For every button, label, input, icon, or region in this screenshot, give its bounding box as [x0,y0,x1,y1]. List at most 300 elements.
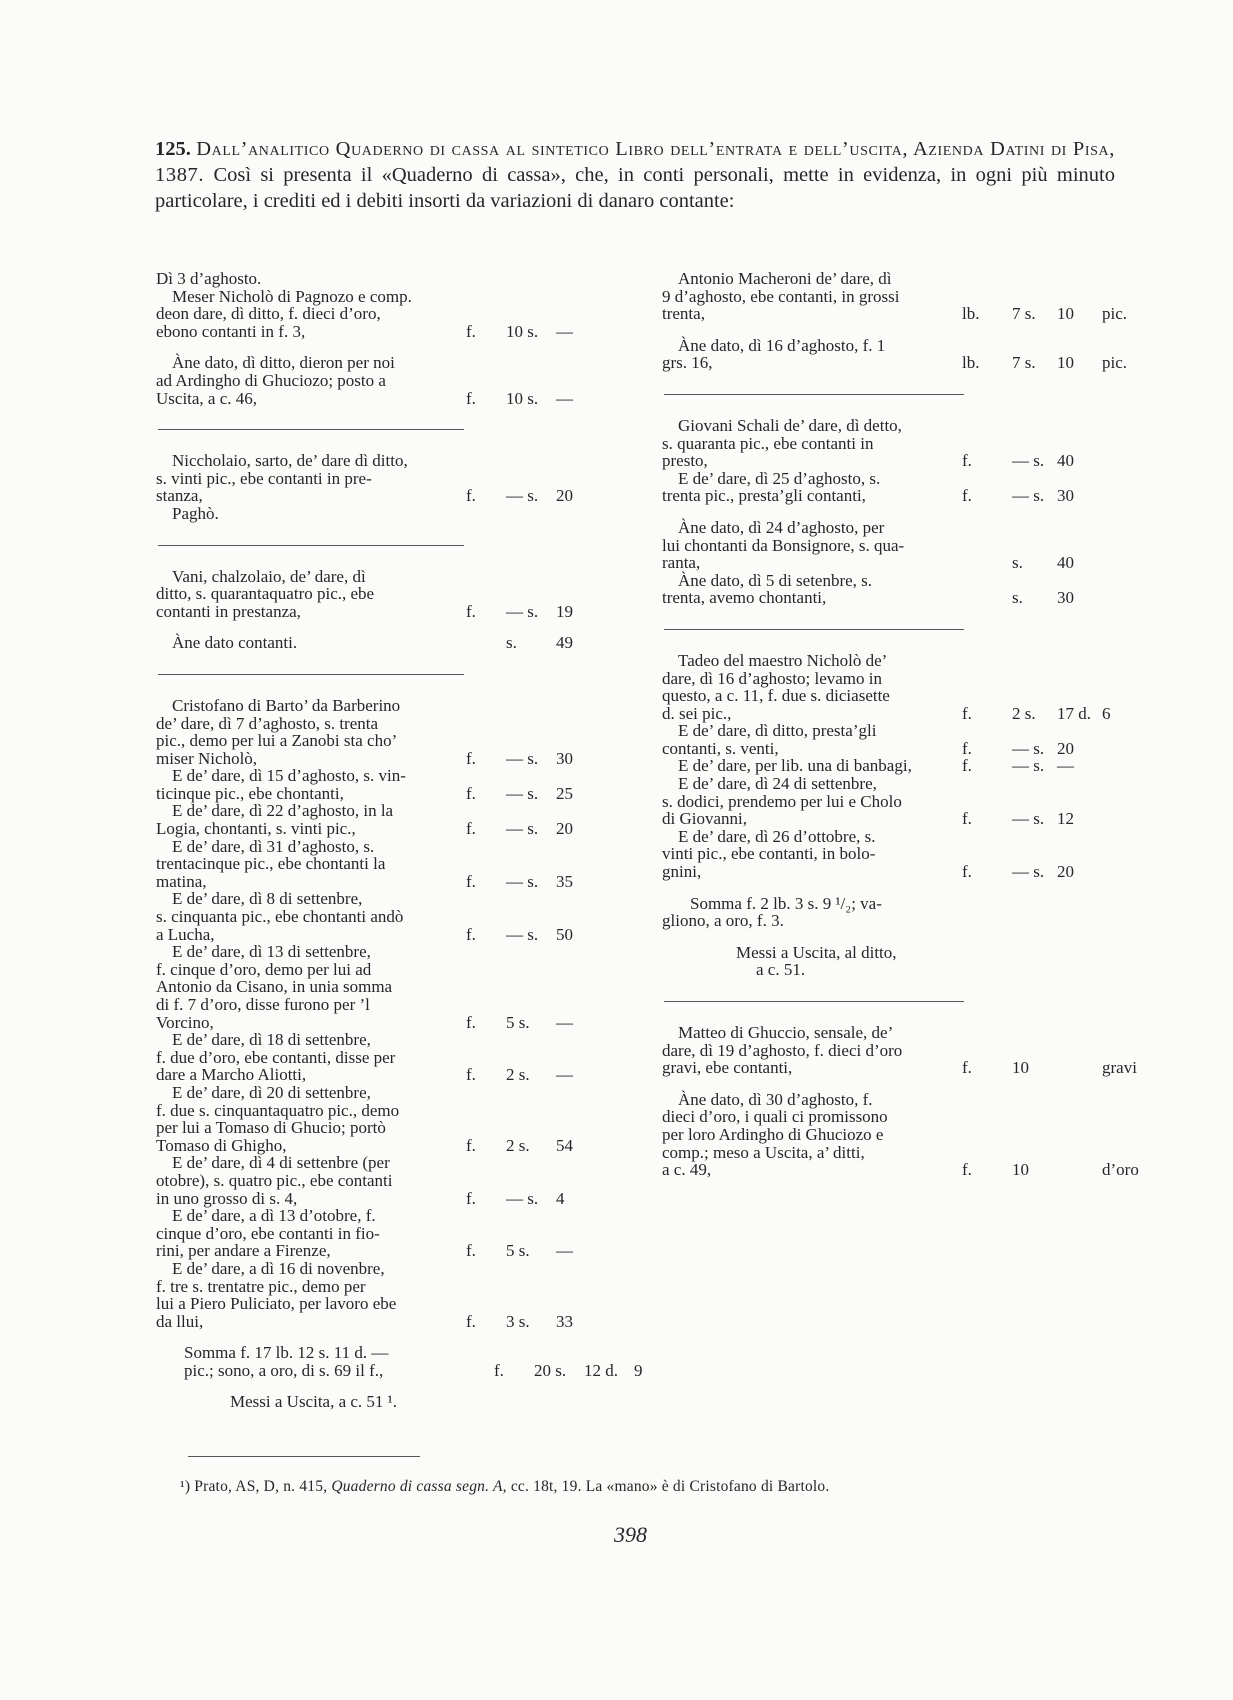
ledger-line [156,1190,676,1208]
line-text: ebono contanti in f. 3, [156,321,306,341]
footnote-text-b: cc. 18t, 19. La «mano» è di Cristofano di Bartolo. [510,1478,830,1495]
ledger-line [156,288,676,306]
entry-matteo-credit [662,1091,1182,1179]
ledger-line [156,634,676,652]
amount-a2: — s. [1012,756,1045,776]
amount-a1: f. [962,451,972,471]
amount-a2 [506,961,556,979]
amount-a2: — s. [1012,486,1045,506]
footnote-rule [188,1456,420,1457]
amount-a3 [556,838,606,856]
amount-a1: lb. [962,353,980,373]
amount-a4 [1102,828,1142,846]
line-text: Vani, chalzolaio, de’ dare, dì [172,566,366,586]
amount-a1 [962,435,1012,453]
amount-a2 [506,1031,556,1049]
amount-a3 [1057,572,1102,590]
amount-a3 [556,697,606,715]
amount-a1 [466,1154,506,1172]
amount-a1 [466,978,506,996]
amount-a3 [556,354,606,372]
amount-a2 [506,1084,556,1102]
amount-a2: 10 s. [506,321,539,341]
amount-a2 [506,715,556,733]
ledger-line [156,926,676,944]
amount-a2 [506,1295,556,1313]
line-text: ad Ardingho di Ghuciozo; posto a [156,370,386,390]
line-text: lui a Piero Puliciato, per lavoro ebe [156,1294,397,1314]
ledger-line [662,687,1142,705]
amount-a3 [1057,793,1102,811]
line-text: E de’ dare, dì 20 di settenbre, [172,1082,371,1102]
entry-antonio-macheroni-credit [662,337,1182,372]
amount-a1 [962,775,1012,793]
ledger-line [156,978,676,996]
line-text: s. dodici, prendemo per lui e Cholo [662,791,902,811]
entry-tadeo-messi-2: a c. 51. [756,960,806,980]
left-column [156,270,676,1411]
ledger-line [662,1042,1142,1060]
amount-a2: — s. [506,1188,539,1208]
line-text: Niccholaio, sarto, de’ dare dì ditto, [172,451,408,471]
entry-giovani-schali [662,417,1182,505]
line-text: a c. 49, [662,1160,712,1180]
ledger-line [156,1362,704,1380]
line-text: f. due s. cinquantaquatro pic., demo [156,1100,400,1120]
amount-a4 [1102,337,1142,355]
amount-a3 [556,1172,606,1190]
line-text: E de’ dare, dì 15 d’aghosto, s. vin- [172,766,406,786]
amount-a1 [962,845,1012,863]
amount-a3 [556,372,606,390]
amount-a3: — [556,388,573,408]
amount-a3 [556,1031,606,1049]
amount-a4 [1102,537,1142,555]
ledger-line [156,873,676,891]
amount-a2 [1012,1108,1057,1126]
ledger-line [156,715,676,733]
amount-a1 [466,1102,506,1120]
amount-a4: 9 [634,1360,643,1380]
entry-meser-nicholo-credit [156,354,676,407]
amount-a1 [466,305,506,323]
ledger-line [662,354,1142,372]
ledger-line [156,354,676,372]
amount-a4 [1102,810,1142,828]
amount-a2: — s. [506,486,539,506]
amount-a1 [466,1295,506,1313]
amount-a3 [1057,417,1102,435]
amount-a2: 10 [1012,1160,1029,1180]
amount-a3: 50 [556,924,573,944]
ledger-line [662,828,1142,846]
amount-a4 [606,1260,676,1278]
entry-tadeo-messi-1: Messi a Uscita, al ditto, [736,942,897,962]
ledger-line [662,452,1142,470]
amount-a1: f. [466,1135,476,1155]
ledger-line [156,961,676,979]
amount-a3 [1057,845,1102,863]
amount-a2 [1012,435,1057,453]
line-text: E de’ dare, dì ditto, presta’gli [678,721,877,741]
ledger-line [156,767,676,785]
amount-a1 [962,337,1012,355]
amount-a3 [556,452,606,470]
amount-a2 [1040,895,1085,913]
line-text: trenta, [662,304,705,324]
line-text: Àne dato, dì 5 di setenbre, s. [678,570,873,590]
amount-a3 [556,961,606,979]
amount-a2: 7 s. [1012,304,1036,324]
amount-a2 [506,943,556,961]
amount-a4 [606,1242,676,1260]
amount-a4 [1102,1126,1142,1144]
line-text: Cristofano di Barto’ da Barberino [172,695,401,715]
amount-a1 [466,1049,506,1067]
ledger-line [156,487,676,505]
amount-a1: f. [466,748,476,768]
amount-a3: 40 [1057,451,1074,471]
amount-a4 [606,1190,676,1208]
amount-a2: s. [1012,588,1023,608]
ledger-line [662,810,1142,828]
entry-niccholaio [156,452,676,522]
line-text: E de’ dare, dì 8 di settenbre, [172,889,363,909]
amount-a1 [466,908,506,926]
amount-a1 [990,895,1040,913]
line-text: da llui, [156,1311,204,1331]
ledger-line [662,793,1142,811]
amount-a3 [556,802,606,820]
amount-a4 [1102,775,1142,793]
ledger-line [662,537,1142,555]
amount-a2 [1012,912,1057,930]
ledger-line [156,323,676,341]
amount-a4: d’oro [1102,1160,1139,1180]
amount-a2: 3 s. [506,1311,530,1331]
amount-a3 [556,943,606,961]
amount-a1 [962,1144,1012,1162]
line-text: otobre), s. quatro pic., ebe contanti [156,1170,393,1190]
ledger-line [156,1049,676,1067]
line-text: Àne dato, dì 30 d’aghosto, f. [678,1089,873,1109]
amount-a1: f. [494,1360,504,1380]
amount-a2: 2 s. [1012,703,1036,723]
ledger-line [156,1344,704,1362]
amount-a3 [1057,537,1102,555]
line-text: f. tre s. trentatre pic., demo per [156,1276,366,1296]
line-text: Giovani Schali de’ dare, dì detto, [678,415,902,435]
amount-a1 [466,288,506,306]
ledger-line [662,757,1142,775]
line-text: gliono, a oro, f. 3. [662,911,784,931]
ledger-line [662,519,1142,537]
amount-a4: gravi [1102,1058,1137,1078]
line-text: E de’ dare, dì 13 di settenbre, [172,942,371,962]
amount-a2 [1012,687,1057,705]
amount-a3: — [1057,756,1074,776]
line-text: miser Nicholò, [156,748,258,768]
ledger-line [156,270,676,288]
amount-a3 [1057,1059,1102,1077]
amount-a1: f. [466,1012,476,1032]
amount-a3: 30 [556,748,573,768]
amount-a1 [466,354,506,372]
amount-a4 [606,1225,676,1243]
amount-a1 [466,838,506,856]
ledger-line [156,1119,676,1137]
line-text: vinti pic., ebe contanti, in bolo- [662,844,876,864]
amount-a1 [466,634,506,652]
line-text: lui chontanti da Bonsignore, s. qua- [662,535,905,555]
amount-a3: 10 [1057,353,1074,373]
divider [664,394,964,395]
ledger-line [156,390,676,408]
amount-a3: 17 d. [1057,703,1091,723]
amount-a1 [466,1084,506,1102]
line-text: E de’ dare, a dì 13 d’otobre, f. [172,1206,376,1226]
line-text: Tadeo del maestro Nicholò de’ [678,650,888,670]
amount-a3 [1057,1126,1102,1144]
amount-a3: 49 [556,633,573,653]
line-text: dare, dì 19 d’aghosto, f. dieci d’oro [662,1040,903,1060]
amount-a4 [1102,589,1142,607]
amount-a2 [1012,828,1057,846]
amount-a1 [962,912,1012,930]
amount-a3: 25 [556,783,573,803]
amount-a1: f. [962,703,972,723]
line-text: Antonio da Cisano, in unia somma [156,977,393,997]
amount-a1 [962,417,1012,435]
footnote-title: Quaderno di cassa segn. A, [331,1478,507,1495]
amount-a1 [962,1091,1012,1109]
ledger-line [156,1295,676,1313]
ledger-line [156,1137,676,1155]
line-text: ditto, s. quarantaquatro pic., ebe [156,584,375,604]
line-text: pic., demo per lui a Zanobi sta cho’ [156,731,398,751]
amount-a4 [1102,452,1142,470]
amount-a2 [506,1102,556,1120]
amount-a3 [584,1344,634,1362]
amount-a3: 30 [1057,588,1074,608]
line-text: rini, per andare a Firenze, [156,1241,331,1261]
amount-a4: pic. [1102,304,1128,324]
amount-a4 [1102,572,1142,590]
entry-cristofano-sum [156,1344,676,1379]
amount-a2 [506,1049,556,1067]
amount-a1 [466,943,506,961]
amount-a1 [466,568,506,586]
amount-a2 [1012,270,1057,288]
amount-a1 [962,793,1012,811]
amount-a2 [506,802,556,820]
amount-a4 [606,1207,676,1225]
amount-a3 [556,1295,606,1313]
line-text: trenta, avemo chontanti, [662,588,827,608]
amount-a3 [556,1049,606,1067]
amount-a4 [1102,417,1142,435]
amount-a3 [1057,775,1102,793]
line-text: s. cinquanta pic., ebe chontanti andò [156,907,404,927]
ledger-line [662,470,1142,488]
amount-a1: f. [466,1311,476,1331]
amount-a4 [1102,1024,1142,1042]
amount-a3 [556,505,606,523]
ledger-line [662,1161,1142,1179]
amount-a3 [556,1207,606,1225]
ledger-line [156,1225,676,1243]
line-text: Dì 3 d’aghosto. [156,269,262,288]
amount-a1: f. [962,862,972,882]
amount-a4 [606,1313,676,1331]
amount-a2 [506,354,556,372]
amount-a1 [466,1260,506,1278]
amount-a3 [556,908,606,926]
amount-a3 [556,715,606,733]
amount-a1: f. [962,756,972,776]
amount-a4: pic. [1102,353,1128,373]
ledger-line [156,1084,676,1102]
amount-a2 [1012,537,1057,555]
line-text: Uscita, a c. 46, [156,388,258,408]
line-text: E de’ dare, dì 26 d’ottobre, s. [678,826,876,846]
amount-a4 [1102,670,1142,688]
amount-a4 [606,1295,676,1313]
ledger-line [156,1031,676,1049]
ledger-line [156,1102,676,1120]
line-text: s. quaranta pic., ebe contanti in [662,433,874,453]
line-text: dare, dì 16 d’aghosto; levamo in [662,668,883,688]
line-text: di Giovanni, [662,809,747,829]
amount-a1 [466,996,506,1014]
line-text: Logia, chontanti, s. vinti pic., [156,819,356,839]
ledger-line [662,270,1142,288]
ledger-line [156,305,676,323]
amount-a3: 20 [1057,738,1074,758]
amount-a1 [962,1042,1012,1060]
ledger-line [156,820,676,838]
footnote-text-a: Prato, AS, D, n. 415, [194,1478,328,1495]
line-text: Antonio Macheroni de’ dare, dì [678,269,892,288]
amount-a2: s. [506,633,517,653]
amount-a2 [1012,1091,1057,1109]
amount-a1: f. [466,924,476,944]
line-text: de’ dare, dì 7 d’aghosto, s. trenta [156,713,379,733]
amount-a2 [1012,519,1057,537]
amount-a1: f. [962,738,972,758]
divider [158,429,464,430]
line-text: f. due d’oro, ebe contanti, disse per [156,1047,396,1067]
amount-a2 [506,568,556,586]
right-column [662,270,1182,1179]
line-text: Àne dato, dì 16 d’aghosto, f. 1 [678,335,886,355]
amount-a3 [556,767,606,785]
entry-giovani-schali-credit [662,519,1182,607]
amount-a3 [1057,470,1102,488]
amount-a2 [506,372,556,390]
amount-a1 [466,697,506,715]
amount-a1: f. [466,388,476,408]
entry-vani [156,568,676,621]
ledger-line [156,697,676,715]
amount-a3 [556,732,606,750]
amount-a1 [962,1108,1012,1126]
amount-a2 [1012,670,1057,688]
amount-a2 [1012,417,1057,435]
amount-a3 [1057,337,1102,355]
amount-a3: 33 [556,1311,573,1331]
line-text: f. cinque d’oro, demo per lui ad [156,959,372,979]
amount-a3 [1057,1024,1102,1042]
amount-a1 [494,1344,534,1362]
line-text: E de’ dare, dì 31 d’aghosto, s. [172,836,375,856]
line-text: trenta pic., presta’gli contanti, [662,486,866,506]
amount-a1 [466,715,506,733]
line-text: contanti in prestanza, [156,601,301,621]
amount-a2: — s. [506,783,539,803]
amount-a1 [466,802,506,820]
amount-a2 [534,1344,584,1362]
line-text: grs. 16, [662,353,713,373]
line-text: Paghò. [172,503,219,523]
ledger-line [156,890,676,908]
entry-tadeo [662,652,1182,881]
amount-a4 [1102,1091,1142,1109]
amount-a2: 7 s. [1012,353,1036,373]
footnote-marker: ¹) [180,1478,191,1495]
amount-a4 [1102,1042,1142,1060]
amount-a1: f. [466,486,476,506]
entry-meser-nicholo [156,270,676,340]
amount-a2 [1012,1042,1057,1060]
amount-a4 [1102,487,1142,505]
amount-a1: lb. [962,304,980,324]
amount-a1 [466,961,506,979]
line-text: 9 d’aghosto, ebe contanti, in grossi [662,286,900,306]
line-text: E de’ dare, dì 22 d’aghosto, in la [172,801,394,821]
line-text: E de’ dare, dì 24 di settenbre, [678,774,877,794]
amount-a3 [1057,1091,1102,1109]
amount-a1 [466,1207,506,1225]
line-text: Tomaso di Ghigho, [156,1135,287,1155]
amount-a3 [1057,1161,1102,1179]
ledger-line [156,996,676,1014]
ledger-line [662,705,1142,723]
amount-a2 [506,305,556,323]
amount-a2: — s. [1012,451,1045,471]
line-text: deon dare, dì ditto, f. dieci d’oro, [156,304,381,324]
ledger-line [156,855,676,873]
ledger-line [156,1278,676,1296]
line-text: Àne dato, dì 24 d’aghosto, per [678,517,885,537]
line-text: Àne dato contanti. [172,633,298,653]
line-text: comp.; meso a Uscita, a’ ditti, [662,1142,865,1162]
line-text: dare a Marcho Aliotti, [156,1065,307,1085]
ledger-line [156,1313,676,1331]
ledger-line [156,802,676,820]
amount-a4 [1102,845,1142,863]
ledger-line [662,1144,1142,1162]
amount-a2: — s. [1012,862,1045,882]
amount-a1: f. [962,809,972,829]
line-text: a Lucha, [156,924,215,944]
ledger-line [662,337,1142,355]
amount-a1 [466,270,506,288]
amount-a2 [506,452,556,470]
amount-a4 [1102,687,1142,705]
amount-a3 [1057,288,1102,306]
amount-a4 [1102,863,1142,881]
